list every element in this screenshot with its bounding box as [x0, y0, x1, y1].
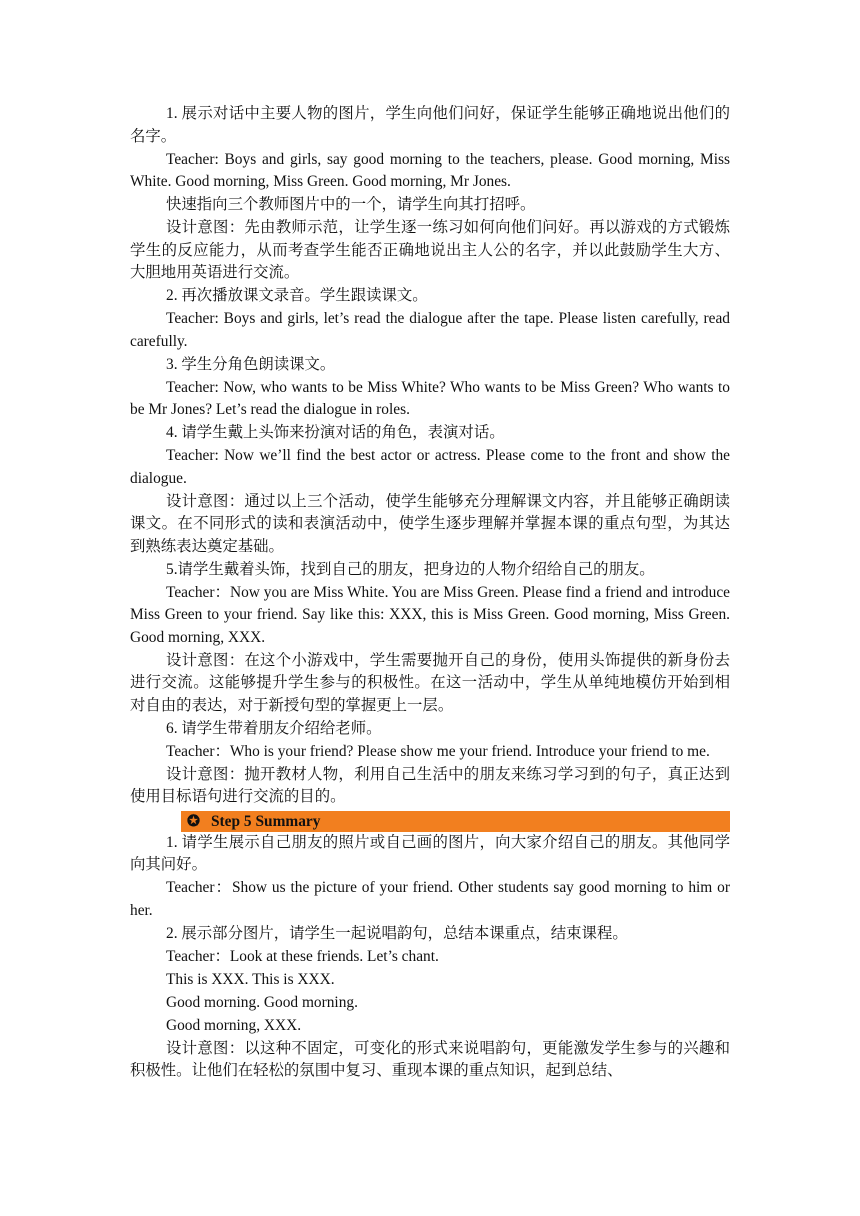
teacher-line-6: Teacher：Who is your friend? Please show me your friend. Introduce your friend to me.: [166, 742, 710, 760]
teacher-line-3: Teacher: Now, who wants to be Miss White? Who wants to be Miss Green? Who wants to be Mr Jones? Let’s read the dialogue in roles.: [130, 378, 730, 418]
summary-item-2: 2. 展示部分图片，请学生一起说唱韵句，总结本课重点，结束课程。: [166, 924, 628, 942]
step-item-4: 4. 请学生戴上头饰来扮演对话的角色，表演对话。: [166, 424, 505, 441]
step-item-3: 3. 学生分角色朗读课文。: [166, 355, 336, 373]
design-intent-1: 设计意图：先由教师示范，让学生逐一练习如何向他们问好。再以游戏的方式锻炼学生的反应能力，从而考查学生能否正确地说出主人公的名字，并以此鼓励学生大方、大胆地用英语进行交流。: [130, 219, 730, 281]
design-intent-4: 设计意图：抛开教材人物，利用自己生活中的朋友来练习学习到的句子，真正达到使用目标语句进行交流的目的。: [130, 765, 730, 805]
step-item-5: 5.请学生戴着头饰，找到自己的朋友，把身边的人物介绍给自己的朋友。: [166, 560, 655, 578]
step-5-title: Step 5 Summary: [211, 812, 321, 830]
design-intent-2: 设计意图：通过以上三个活动，使学生能够充分理解课文内容，并且能够正确朗读课文。在不同形式的读和表演活动中，使学生逐步理解并掌握本课的重点句型，为其达到熟练表达奠定基础。: [130, 492, 730, 555]
summary-teacher-line-2: Teacher：Look at these friends. Let’s chant.: [166, 947, 439, 965]
instruction-line: 快速指向三个教师图片中的一个，请学生向其打招呼。: [166, 196, 536, 213]
summary-teacher-line-1: Teacher：Show us the picture of your friend. Other students say good morning to him or her.: [130, 879, 730, 919]
design-intent-5: 设计意图：以这种不固定，可变化的形式来说唱韵句，更能激发学生参与的兴趣和积极性。让他们在轻松的氛围中复习、重现本课的重点知识，起到总结、: [130, 1039, 730, 1079]
summary-item-1: 1. 请学生展示自己朋友的照片或自己画的图片，向大家介绍自己的朋友。其他同学向其问好。: [130, 833, 730, 873]
chant-line-1: This is XXX. This is XXX.: [166, 970, 335, 988]
step-item-1: 1. 展示对话中主要人物的图片，学生向他们问好，保证学生能够正确地说出他们的名字。: [130, 105, 730, 145]
step-5-heading: [181, 811, 730, 832]
document-page: [130, 103, 730, 1083]
chant-line-3: Good morning, XXX.: [166, 1016, 302, 1034]
step-item-6: 6. 请学生带着朋友介绍给老师。: [166, 719, 382, 737]
chant-line-2: Good morning. Good morning.: [166, 993, 358, 1011]
teacher-line-4: Teacher: Now we’ll find the best actor or actress. Please come to the front and show the dialogue.: [130, 447, 730, 487]
step-item-2: 2. 再次播放课文录音。学生跟读课文。: [166, 287, 428, 304]
teacher-line-2: Teacher: Boys and girls, let’s read the dialogue after the tape. Please listen carefully, read carefully.: [130, 310, 730, 350]
teacher-line-1: Teacher: Boys and girls, say good morning to the teachers, please. Good morning, Miss White. Good morning, Miss Green. Good morning, Mr Jones.: [130, 150, 730, 190]
star-circle-icon: ✪: [187, 812, 200, 830]
teacher-line-5: Teacher：Now you are Miss White. You are Miss Green. Please find a friend and introduce Miss Green to your friend. Say like this: XXX, this is Miss Green. Good morning, Miss Green. Good morning, XXX.: [130, 583, 730, 646]
design-intent-3: 设计意图：在这个小游戏中，学生需要抛开自己的身份，使用头饰提供的新身份去进行交流。这能够提升学生参与的积极性。在这一活动中，学生从单纯地模仿开始到相对自由的表达，对于新授句型的掌握更上一层。: [130, 651, 730, 714]
